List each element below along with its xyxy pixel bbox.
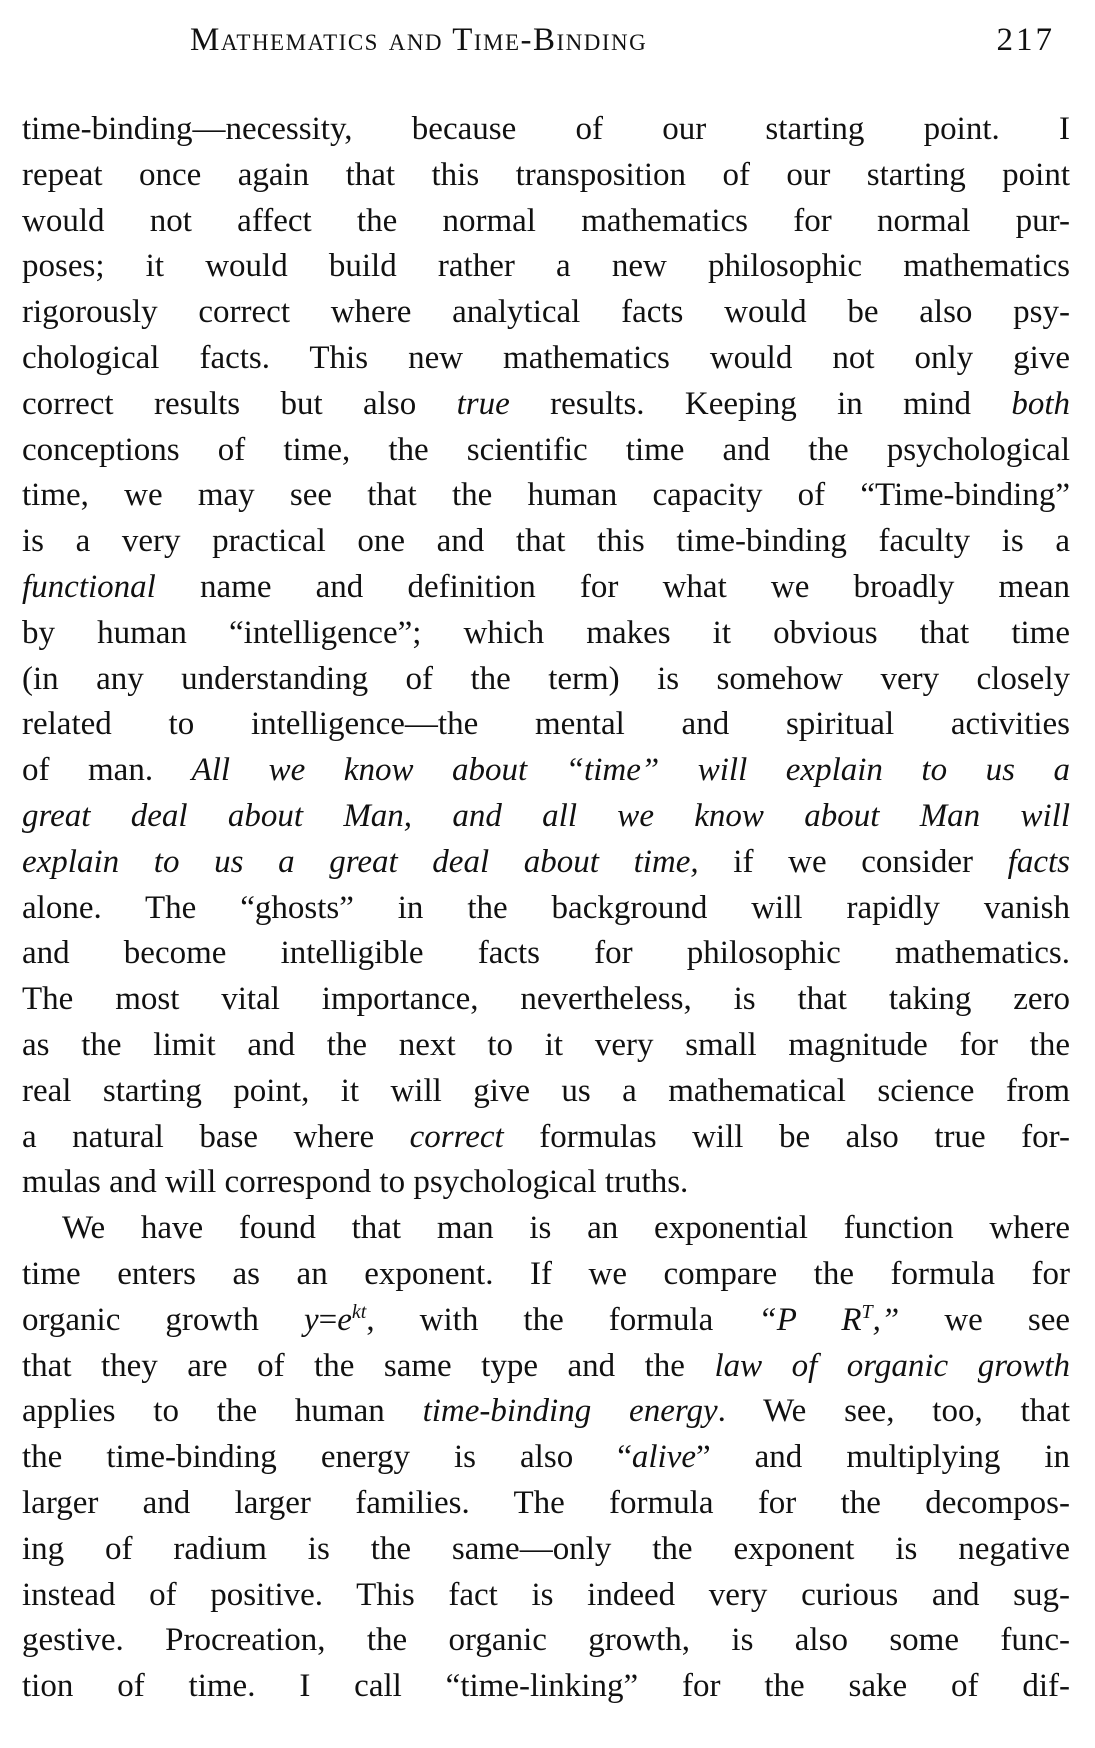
text-run: of man. (22, 752, 192, 789)
text-run: = (318, 1301, 338, 1338)
text-line (22, 1252, 1070, 1298)
page-number: 217 (996, 22, 1055, 58)
text-line (22, 1664, 1070, 1710)
text-line (22, 748, 1070, 794)
text-line (22, 611, 1070, 657)
text-line (22, 1389, 1070, 1435)
text-run: We have found that man is an exponential function where (62, 1210, 1070, 1247)
text-line (22, 565, 1070, 611)
text-line (22, 290, 1070, 336)
text-run: poses; it would build rather a new philosophic mathematics (22, 248, 1070, 285)
text-run: as the limit and the next to it very small magnitude for the (22, 1026, 1070, 1063)
italic-text: “P R (758, 1301, 862, 1338)
text-run: alone. The “ghosts” in the background will rapidly vanish (22, 889, 1070, 926)
italic-text: true (456, 385, 510, 422)
italic-text: explain to us a great deal about time, (22, 843, 699, 880)
text-line (22, 1069, 1070, 1115)
text-line (22, 886, 1070, 932)
italic-text: functional (22, 568, 156, 605)
text-run: conceptions of time, the scientific time and the psychological (22, 431, 1070, 468)
text-run: time-binding—necessity, because of our starting point. I (22, 111, 1070, 147)
text-line (22, 382, 1070, 428)
text-run: rigorously correct where analytical facts would be also psy- (22, 294, 1070, 331)
text-run: chological facts. This new mathematics would not only give (22, 339, 1070, 376)
text-run: a natural base where (22, 1118, 410, 1155)
text-line (22, 1481, 1070, 1527)
text-run: ing of radium is the same—only the exponent is negative (22, 1530, 1070, 1567)
text-run: we see (944, 1301, 1070, 1338)
italic-text: law of organic growth (714, 1347, 1070, 1384)
text-line (22, 702, 1070, 748)
text-run: , with the formula (366, 1301, 759, 1338)
text-line (22, 1435, 1070, 1481)
text-run: formulas will be also true for- (503, 1118, 1070, 1155)
text-line (22, 794, 1070, 840)
italic-text: All we know about “time” will explain to us a (191, 752, 1070, 789)
italic-text: T (861, 1300, 873, 1323)
text-line (22, 931, 1070, 977)
text-line (22, 1527, 1070, 1573)
text-line (22, 657, 1070, 703)
text-run: gestive. Procreation, the organic growth, is also some func- (22, 1622, 1070, 1659)
text-line (22, 1206, 1070, 1252)
text-run: results. Keeping in mind (509, 385, 1012, 422)
text-run: (in any understanding of the term) is somehow very closely (22, 660, 1070, 697)
text-run: time, we may see that the human capacity of “Time-binding” (22, 477, 1070, 514)
text-run: applies to the human (22, 1393, 423, 1430)
italic-text: facts (1007, 843, 1070, 880)
text-run: larger and larger families. The formula for the decompos- (22, 1484, 1070, 1521)
text-run: if we consider (698, 843, 1008, 880)
italic-text: ,” (872, 1301, 945, 1338)
text-line (22, 840, 1070, 886)
text-run: the time-binding energy is also “ (22, 1439, 632, 1476)
text-run: ” and multiplying in (696, 1439, 1071, 1476)
text-run: repeat once again that this transposition of our starting point (22, 156, 1070, 193)
text-run: The most vital importance, nevertheless, is that taking zero (22, 981, 1070, 1018)
text-run: instead of positive. This fact is indeed very curious and sug- (22, 1576, 1070, 1613)
text-run: correct results but also (22, 385, 457, 422)
text-run: mulas and will correspond to psychological truths. (22, 1164, 689, 1201)
text-line (22, 473, 1070, 519)
text-line (22, 153, 1070, 199)
text-run: tion of time. I call “time-linking” for the sake of dif- (22, 1668, 1070, 1705)
text-run: organic growth (22, 1301, 304, 1338)
text-line (22, 1344, 1070, 1390)
text-line (22, 336, 1070, 382)
text-line (22, 244, 1070, 290)
italic-text: y (303, 1301, 319, 1338)
text-line (22, 107, 1070, 153)
text-run: would not affect the normal mathematics for normal pur- (22, 202, 1070, 239)
text-line (22, 1115, 1070, 1161)
text-line (22, 1618, 1070, 1664)
text-line (22, 1573, 1070, 1619)
text-line (22, 199, 1070, 245)
italic-text: alive (631, 1439, 696, 1476)
body-text (22, 107, 1070, 1710)
text-run: is a very practical one and that this time-binding faculty is a (22, 523, 1070, 560)
italic-text: correct (409, 1118, 504, 1155)
italic-text: both (1011, 385, 1070, 422)
text-line (22, 977, 1070, 1023)
running-title: Mathematics and Time-Binding (190, 22, 648, 58)
text-line (22, 519, 1070, 565)
italic-text: kt (351, 1300, 367, 1323)
text-run: related to intelligence—the mental and spiritual activities (22, 706, 1070, 743)
text-run: by human “intelligence”; which makes it obvious that time (22, 614, 1070, 651)
text-line (22, 1298, 1070, 1344)
running-head (0, 14, 1095, 74)
text-run: . We see, too, that (717, 1393, 1071, 1430)
text-line (22, 1023, 1070, 1069)
italic-text: time-binding energy (422, 1393, 718, 1430)
italic-text: e (337, 1301, 352, 1338)
text-run: that they are of the same type and the (22, 1347, 715, 1384)
text-run: and become intelligible facts for philosophic mathematics. (22, 935, 1070, 972)
text-run: name and definition for what we broadly mean (155, 568, 1070, 605)
text-line (22, 428, 1070, 474)
text-line (22, 1160, 1070, 1206)
italic-text: great deal about Man, and all we know about Man will (22, 797, 1070, 834)
text-run: real starting point, it will give us a mathematical science from (22, 1072, 1070, 1109)
text-run: time enters as an exponent. If we compare the formula for (22, 1255, 1070, 1292)
